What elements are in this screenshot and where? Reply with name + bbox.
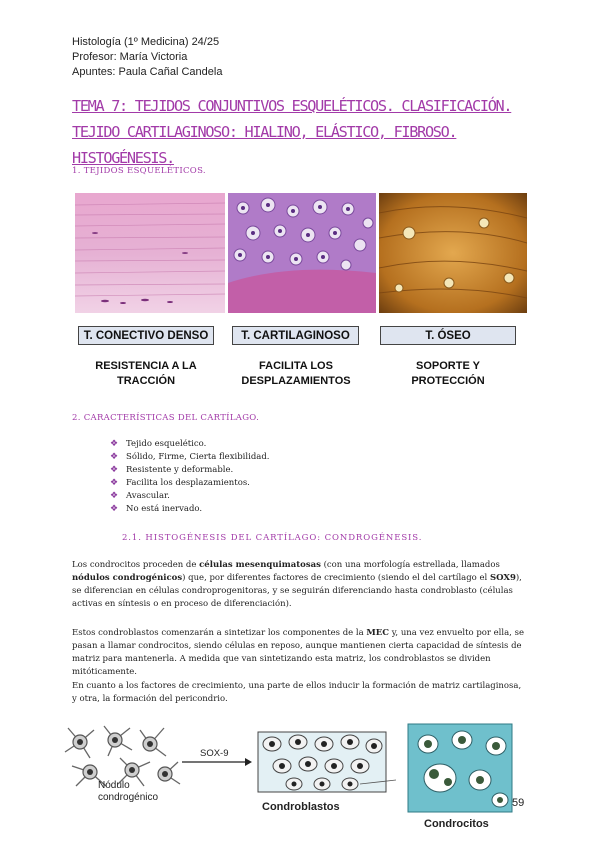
paragraph-2 bbox=[72, 627, 527, 679]
list-item-text: Avascular. bbox=[126, 491, 170, 501]
tissue-desc-cartilage-line2: DESPLAZAMIENTOS bbox=[241, 375, 351, 387]
mesenchymal-cells-illustration bbox=[65, 726, 180, 786]
tissue-label-dense: T. CONECTIVO DENSO bbox=[78, 326, 214, 345]
chondrogenesis-diagram bbox=[60, 722, 520, 848]
header-author: Apuntes: Paula Cañal Candela bbox=[72, 66, 223, 78]
list-item-text: Tejido esquelético. bbox=[126, 439, 207, 449]
list-item bbox=[110, 490, 269, 503]
arrow-head-icon bbox=[245, 758, 252, 766]
tissue-desc-cartilage-line1: FACILITA LOS bbox=[259, 360, 333, 372]
header-professor: Profesor: María Victoria bbox=[72, 51, 188, 63]
list-item bbox=[110, 451, 269, 464]
tissue-desc-cartilage bbox=[228, 359, 364, 389]
section-heading-2: 2. CARACTERÍSTICAS DEL CARTÍLAGO. bbox=[72, 413, 260, 423]
list-item-text: Sólido, Firme, Cierta flexibilidad. bbox=[126, 452, 270, 462]
tissue-desc-dense-line1: RESISTENCIA A LA bbox=[95, 360, 197, 372]
nodule-label-line2: condrogénico bbox=[98, 792, 159, 803]
p1-text-a: Los condrocitos proceden de bbox=[72, 560, 200, 570]
tissue-desc-dense-line2: TRACCIÓN bbox=[116, 375, 176, 387]
p2-bold-mec: MEC bbox=[366, 628, 390, 638]
tissue-desc-dense bbox=[78, 359, 214, 389]
paragraph-1 bbox=[72, 559, 527, 611]
subsection-heading-2-1: 2.1. HISTOGÉNESIS DEL CARTÍLAGO: CONDROGÉNESIS. bbox=[122, 533, 423, 543]
list-item bbox=[110, 438, 269, 451]
diamond-bullet-icon: ❖ bbox=[110, 491, 119, 501]
p1-bold-nodules: nódulos condrogénicos bbox=[72, 573, 183, 583]
section-heading-1: 1. TEJIDOS ESQUELÉTICOS. bbox=[72, 166, 206, 176]
chondrocytes-label: Condrocitos bbox=[424, 818, 489, 830]
p1-text-e: ) que, por diferentes factores de crecimiento (siendo el del cartílago el bbox=[182, 573, 490, 583]
p2-text-a: Estos condroblastos comenzarán a sintetizar los componentes de la bbox=[72, 628, 367, 638]
dense-connective-micrograph bbox=[75, 193, 225, 313]
diamond-bullet-icon: ❖ bbox=[110, 452, 119, 462]
tissue-desc-bone-line2: PROTECCIÓN bbox=[411, 375, 485, 387]
p2-text-c: y, una vez envuelto por ella, se pasan a llamar condrocitos, siendo células en reposo, aunque mantienen cierta capacidad de síntesis de matriz para mantenerla. A medida que van sintetizando esta matriz, los condroblastos se dividen mitóticamente. bbox=[72, 628, 524, 677]
skeletal-tissues-figure bbox=[0, 193, 600, 398]
sox9-label: SOX-9 bbox=[200, 748, 229, 759]
nodule-label-line1: Nódulo bbox=[98, 780, 130, 791]
list-item bbox=[110, 477, 269, 490]
tissue-desc-bone bbox=[380, 359, 516, 389]
diamond-bullet-icon: ❖ bbox=[110, 478, 119, 488]
paragraph-3: En cuanto a los factores de crecimiento, una parte de ellos inducir la formación de matriz cartilaginosa, y otra, la formación del pericondrio. bbox=[72, 681, 522, 704]
chondroblasts-label: Condroblastos bbox=[262, 801, 340, 813]
diamond-bullet-icon: ❖ bbox=[110, 439, 119, 449]
page-title: TEMA 7: TEJIDOS CONJUNTIVOS ESQUELÉTICOS. CLASIFICACIÓN. TEJIDO CARTILAGINOSO: HIALINO, ELÁSTICO, FIBROSO. HISTOGÉNESIS. bbox=[72, 97, 512, 167]
bone-micrograph bbox=[379, 193, 527, 313]
list-item-text: Resistente y deformable. bbox=[126, 465, 234, 475]
characteristics-list bbox=[110, 438, 269, 516]
list-item bbox=[110, 464, 269, 477]
diamond-bullet-icon: ❖ bbox=[110, 504, 119, 514]
cartilage-micrograph bbox=[228, 193, 376, 313]
chondrocytes-illustration bbox=[408, 724, 512, 812]
list-item bbox=[110, 503, 269, 516]
document-header bbox=[72, 35, 222, 80]
p1-text-g: ), se diferencian en células condroprogenitoras, y se seguirán diferenciando hasta condroblasto (células activas en síntesis o en proceso de diferenciación). bbox=[72, 573, 522, 609]
list-item-text: Facilita los desplazamientos. bbox=[126, 478, 250, 488]
list-item-text: No está inervado. bbox=[126, 504, 203, 514]
tissue-label-bone: T. ÓSEO bbox=[380, 326, 516, 345]
p1-bold-sox9: SOX9 bbox=[489, 573, 516, 583]
diamond-bullet-icon: ❖ bbox=[110, 465, 119, 475]
tissue-label-cartilage: T. CARTILAGINOSO bbox=[232, 326, 359, 345]
tissue-desc-bone-line1: SOPORTE Y bbox=[416, 360, 480, 372]
p1-bold-mesenchymal: células mesenquimatosas bbox=[199, 560, 321, 570]
p1-text-c: (con una morfología estrellada, llamados bbox=[320, 560, 500, 570]
header-course: Histología (1º Medicina) 24/25 bbox=[72, 36, 220, 48]
page-number: 59 bbox=[512, 797, 525, 809]
